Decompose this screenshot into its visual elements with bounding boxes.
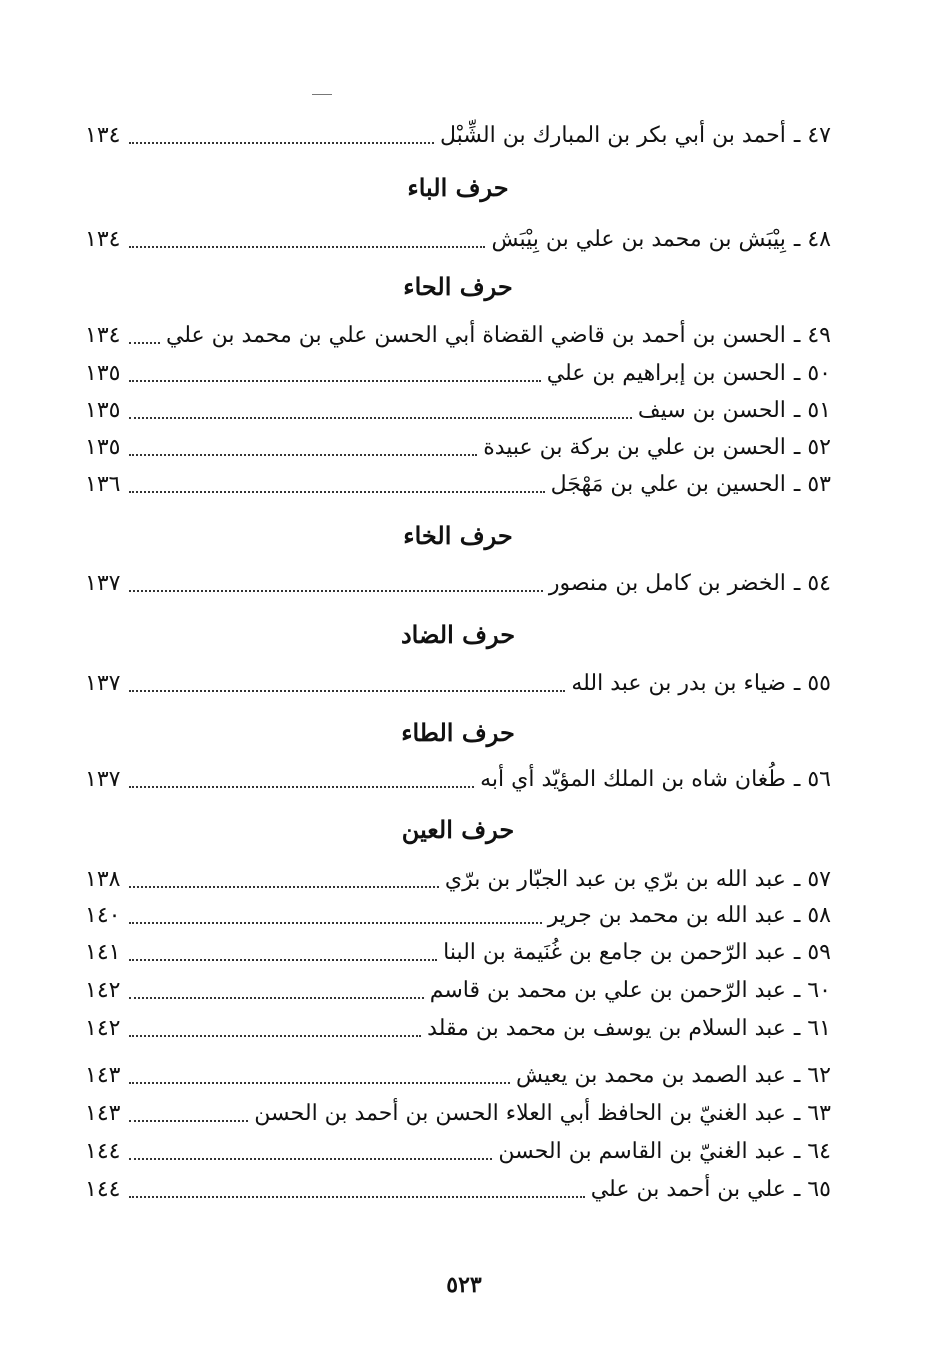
entry-title: الحسن بن إبراهيم بن علي [546, 361, 786, 386]
section-heading: حرف الضاد [400, 620, 516, 649]
section-heading: حرف الطاء [401, 718, 515, 747]
entry-number: ٤٩ ـ [793, 323, 831, 348]
entry-number: ٥٢ ـ [793, 435, 831, 460]
entry-number: ٥١ ـ [793, 398, 831, 423]
dot-leader [129, 786, 474, 788]
entry-title: الحسن بن علي بن بركة بن عبيدة [483, 435, 786, 460]
dot-leader [129, 246, 485, 248]
entry-number: ٤٧ ـ [793, 123, 831, 148]
toc-entry [85, 1172, 831, 1208]
dot-leader [129, 342, 160, 344]
section-heading: حرف الباء [407, 173, 509, 202]
entry-number: ٥٠ ـ [793, 361, 831, 386]
entry-title: طُغان شاه بن الملك المؤيّد أي أبه [480, 767, 786, 792]
entry-title: ضياء بن بدر بن عبد الله [571, 671, 786, 696]
entry-number: ٥٤ ـ [793, 571, 831, 596]
dot-leader [129, 959, 437, 961]
entry-page: ١٤٣ [85, 1063, 121, 1088]
entry-page: ١٣٨ [85, 867, 121, 892]
entry-number: ٥٦ ـ [793, 767, 831, 792]
toc-entry [85, 356, 831, 392]
toc-entry [85, 862, 831, 898]
entry-page: ١٣٥ [85, 435, 121, 460]
entry-number: ٦٢ ـ [793, 1063, 831, 1088]
toc-entry [85, 666, 831, 702]
entry-page: ١٤٠ [85, 903, 121, 928]
entry-number: ٦٠ ـ [793, 978, 831, 1003]
entry-title: علي بن أحمد بن علي [590, 1177, 786, 1202]
dot-leader [129, 454, 477, 456]
dot-leader [129, 590, 543, 592]
toc-entry [85, 566, 831, 602]
entry-number: ٥٨ ـ [793, 903, 831, 928]
section-heading: حرف الحاء [403, 272, 513, 301]
entry-page: ١٤٣ [85, 1101, 121, 1126]
entry-title: عبد الصمد بن محمد بن يعيش [516, 1063, 786, 1088]
section-heading: حرف الخاء [403, 521, 513, 550]
entry-page: ١٣٦ [85, 472, 121, 497]
entry-title: الحسين بن علي بن مَهْجَل [550, 472, 786, 497]
entry-page: ١٣٤ [85, 123, 121, 148]
entry-page: ١٤٤ [85, 1177, 121, 1202]
dot-leader [129, 922, 542, 924]
entry-page: ١٤٢ [85, 1016, 121, 1041]
page-number: ٥٢٣ [446, 1272, 482, 1298]
entry-title: الحسن بن سيف [637, 398, 786, 423]
toc-entry [85, 430, 831, 466]
dot-leader [129, 1082, 510, 1084]
dot-leader [129, 491, 545, 493]
dot-leader [129, 997, 424, 999]
entry-number: ٦٥ ـ [793, 1177, 831, 1202]
entry-number: ٤٨ ـ [793, 227, 831, 252]
entry-page: ١٣٤ [85, 323, 121, 348]
entry-title: عبد الغنيّ بن القاسم بن الحسن [498, 1139, 786, 1164]
toc-entry [85, 762, 831, 798]
toc-entry [85, 1058, 831, 1094]
entry-number: ٦٤ ـ [793, 1139, 831, 1164]
entry-title: عبد السلام بن يوسف بن محمد بن مقلد [427, 1016, 786, 1041]
toc-entry [85, 1096, 831, 1132]
entry-title: عبد الرّحمن بن علي بن محمد بن قاسم [429, 978, 786, 1003]
toc-entry [85, 1011, 831, 1047]
dot-leader [129, 417, 632, 419]
dot-leader [129, 690, 565, 692]
entry-title: الحسن بن أحمد بن قاضي القضاة أبي الحسن علي بن محمد بن علي [165, 323, 786, 348]
dot-leader [129, 886, 439, 888]
entry-title: عبد الله بن محمد بن جرير [547, 903, 786, 928]
dot-leader [129, 142, 434, 144]
toc-entry [85, 973, 831, 1009]
entry-number: ٥٩ ـ [793, 940, 831, 965]
entry-number: ٦١ ـ [793, 1016, 831, 1041]
entry-page: ١٣٧ [85, 671, 121, 696]
entry-title: بِيْبَش بن محمد بن علي بن بِيْبَش [491, 227, 786, 252]
dot-leader [129, 1196, 585, 1198]
toc-entry [85, 935, 831, 971]
entry-page: ١٣٧ [85, 571, 121, 596]
dot-leader [129, 1035, 421, 1037]
toc-entry [85, 898, 831, 934]
entry-number: ٥٧ ـ [793, 867, 831, 892]
entry-title: أحمد بن أبي بكر بن المبارك بن الشِّبْل [440, 123, 786, 148]
section-heading: حرف العين [401, 815, 515, 844]
dot-leader [129, 1158, 492, 1160]
toc-entry [85, 393, 831, 429]
entry-title: الخضر بن كامل بن منصور [548, 571, 786, 596]
entry-page: ١٣٤ [85, 227, 121, 252]
entry-number: ٥٣ ـ [793, 472, 831, 497]
entry-title: عبد الغنيّ بن الحافظ أبي العلاء الحسن بن أحمد بن الحسن [254, 1101, 786, 1126]
entry-number: ٥٥ ـ [793, 671, 831, 696]
entry-title: عبد الرّحمن بن جامع بن غُنَيمة بن البنا [443, 940, 786, 965]
toc-entry [85, 467, 831, 503]
entry-page: ١٣٥ [85, 398, 121, 423]
entry-page: ١٣٥ [85, 361, 121, 386]
entry-page: ١٣٧ [85, 767, 121, 792]
entry-page: ١٤٢ [85, 978, 121, 1003]
scan-mark [312, 94, 332, 95]
toc-entry [85, 318, 831, 354]
entry-number: ٦٣ ـ [793, 1101, 831, 1126]
dot-leader [129, 380, 541, 382]
toc-entry [85, 1134, 831, 1170]
entry-page: ١٤٤ [85, 1139, 121, 1164]
toc-entry [85, 118, 831, 154]
entry-page: ١٤١ [85, 940, 121, 965]
dot-leader [129, 1120, 248, 1122]
toc-entry [85, 222, 831, 258]
entry-title: عبد الله بن برّي بن عبد الجبّار بن برّي [444, 867, 786, 892]
